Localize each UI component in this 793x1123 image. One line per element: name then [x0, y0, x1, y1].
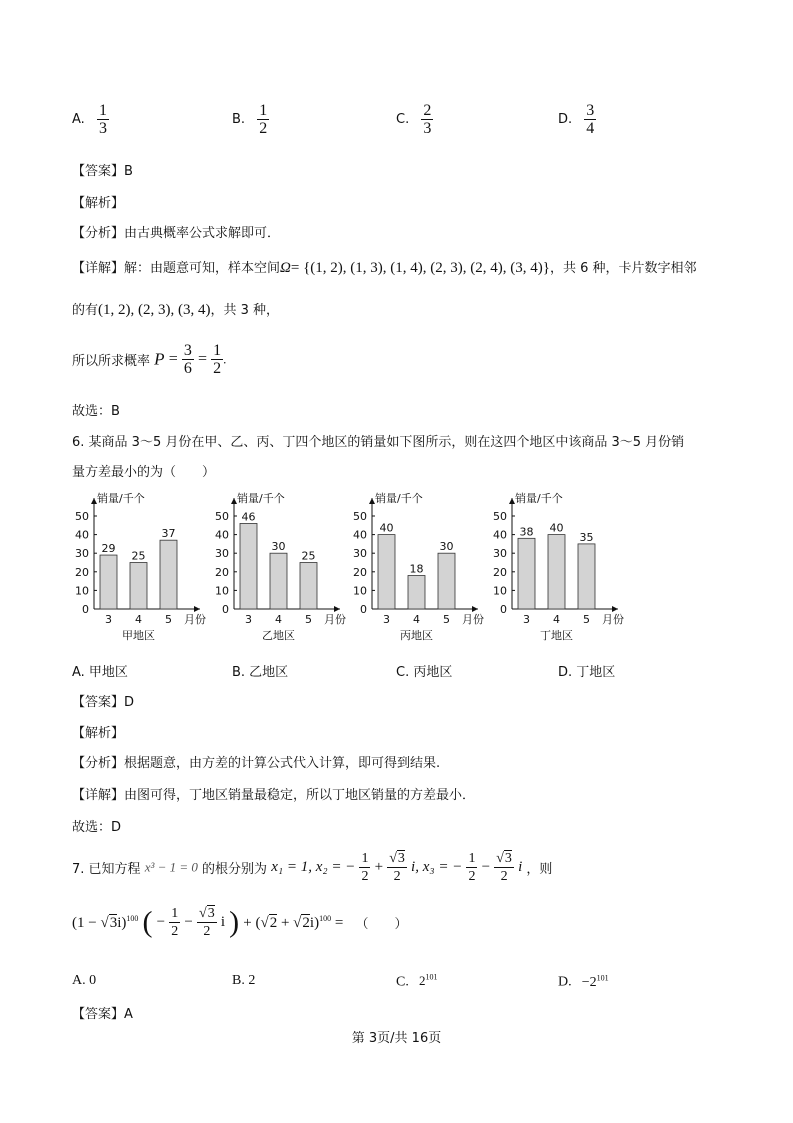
q5-option-d [558, 102, 596, 137]
numerator: √3 [389, 851, 405, 866]
x-tick-label: 4 [135, 613, 142, 626]
bar [270, 553, 287, 609]
fraction [421, 102, 433, 137]
bar [408, 576, 425, 609]
data-label: 40 [379, 521, 394, 535]
data-label: 46 [241, 510, 256, 524]
chart-ding [480, 488, 625, 648]
x-axis-label: 月份 [462, 613, 484, 626]
minus-sign: − [184, 914, 193, 930]
y-tick-label: 0 [82, 603, 89, 616]
y-tick-label: 0 [360, 603, 367, 616]
chart-title: 丁地区 [540, 629, 573, 642]
stem-suffix: ，则 [526, 862, 553, 877]
prob-text: 所以所求概率 [72, 354, 151, 369]
x-axis-arrow-icon [612, 606, 618, 612]
bar [548, 535, 565, 609]
q6-detail [72, 784, 475, 803]
bar-chart-svg [480, 488, 630, 648]
data-label: 30 [271, 540, 286, 554]
bar [130, 563, 147, 610]
y-tick-label: 0 [500, 603, 507, 616]
y-tick-label: 20 [353, 565, 367, 579]
q5-detail-line1 [72, 257, 697, 277]
option-value: $-2^{101}$ [581, 973, 609, 990]
y-tick-label: 40 [493, 528, 507, 542]
chart-title: 丙地区 [400, 629, 433, 642]
y-tick-label: 20 [493, 565, 507, 579]
y-tick-label: 10 [215, 584, 229, 598]
equation: x³ − 1 = 0 [144, 859, 198, 875]
fraction [97, 102, 109, 137]
bar-chart-svg [202, 488, 352, 648]
numerator: 1 [361, 851, 369, 866]
q5-option-a [72, 102, 109, 137]
fenxi-label: 【分析】 [72, 756, 125, 771]
roots-mid: i, x₃ = − [411, 859, 463, 875]
q7-stem-line1 [72, 850, 552, 885]
stem-mid: 的根分别为 [202, 862, 268, 877]
sample-space: = {(1, 2), (1, 3), (1, 4), (2, 3), (2, 4), (3, 4)} [290, 260, 550, 276]
data-label: 40 [549, 521, 564, 535]
numerator: √3 [199, 906, 215, 921]
period: . [223, 351, 227, 367]
numerator: 3 [586, 102, 595, 119]
fraction [359, 850, 370, 885]
q6-fenxi [72, 752, 440, 771]
chart-title: 甲地区 [122, 629, 155, 642]
denominator: 2 [213, 360, 222, 377]
detail-text: ，共 6 种，卡片数字相邻 [549, 261, 697, 276]
q6-option-a: A. 甲地区 [72, 665, 128, 680]
y-tick-label: 40 [353, 528, 367, 542]
bar-chart-svg [340, 488, 490, 648]
numerator: √3 [496, 851, 512, 866]
x-axis-arrow-icon [472, 606, 478, 612]
bar [240, 523, 257, 609]
denominator: 2 [468, 869, 476, 884]
denominator: 3 [423, 120, 432, 137]
detail-text: 解：由题意可知，样本空间 [124, 261, 281, 276]
x-axis-label: 月份 [324, 613, 346, 626]
q7-expression [72, 905, 407, 940]
adjacent-pairs: (1, 2), (2, 3), (3, 4) [98, 302, 211, 318]
y-tick-label: 50 [215, 510, 229, 523]
y-tick-label: 10 [493, 584, 507, 598]
x-tick-label: 3 [245, 613, 252, 626]
page-footer: 第 3页/共 16页 [351, 1031, 442, 1046]
fenxi-label: 【分析】 [72, 226, 125, 241]
denominator: 4 [586, 120, 595, 137]
q7-option-c [396, 973, 437, 990]
y-tick-label: 10 [75, 584, 89, 598]
numerator: 1 [98, 102, 107, 119]
plus-sign: + [374, 859, 384, 875]
left-paren: ( [142, 905, 153, 939]
y-tick-label: 0 [222, 603, 229, 616]
right-paren: ) [229, 905, 240, 939]
prob-variable: P [154, 349, 165, 369]
option-letter: C. [396, 974, 409, 990]
detail-label: 【详解】 [72, 261, 125, 276]
x-axis-arrow-icon [194, 606, 200, 612]
y-tick-label: 10 [353, 584, 367, 598]
detail-text: ，共 3 种， [210, 303, 280, 318]
denominator: 2 [361, 869, 369, 884]
bar [438, 553, 455, 609]
y-tick-label: 30 [493, 547, 507, 561]
y-tick-label: 50 [353, 510, 367, 523]
numerator: 2 [423, 102, 432, 119]
y-tick-label: 30 [215, 547, 229, 561]
chart-title: 乙地区 [262, 629, 295, 642]
q5-option-b [232, 102, 269, 137]
fenxi-text: 由古典概率公式求解即可． [124, 226, 281, 241]
numerator: 1 [259, 102, 268, 119]
fraction [211, 342, 223, 377]
expr-part1: $(1 - √3i)^{100}$ [72, 913, 139, 931]
y-tick-label: 40 [75, 528, 89, 542]
data-label: 25 [301, 549, 316, 563]
detail-text: 的有 [72, 303, 99, 318]
chart-jia [62, 488, 207, 648]
q7-option-b: B. 2 [232, 973, 256, 988]
x-tick-label: 3 [383, 613, 390, 626]
fraction [387, 850, 407, 885]
x-tick-label: 3 [523, 613, 530, 626]
bar [518, 538, 535, 609]
bar [378, 535, 395, 609]
x-tick-label: 4 [275, 613, 282, 626]
denominator: 2 [393, 869, 401, 884]
q6-analysis-label: 【解析】 [72, 726, 125, 741]
imag-unit: i [220, 914, 225, 930]
denominator: 3 [98, 120, 107, 137]
q5-probability [72, 342, 226, 377]
denominator: 2 [171, 924, 179, 939]
x-tick-label: 5 [583, 613, 590, 626]
y-tick-label: 20 [75, 565, 89, 579]
fraction [584, 102, 596, 137]
x-tick-label: 5 [165, 613, 172, 626]
answer-blank: （ ） [355, 917, 408, 932]
chart-yi [202, 488, 347, 648]
bar [100, 555, 117, 609]
option-letter: D. [558, 112, 573, 127]
bar [578, 544, 595, 609]
q5-fenxi [72, 222, 280, 241]
data-label: 35 [579, 530, 594, 544]
y-tick-label: 30 [75, 547, 89, 561]
fraction [257, 102, 269, 137]
denominator: 6 [183, 360, 192, 377]
q7-option-d [558, 973, 609, 991]
data-label: 25 [131, 549, 146, 563]
q6-stem-line2: 量方差最小的为（ ） [72, 465, 216, 480]
stem-prefix: 7. 已知方程 [72, 862, 141, 877]
q5-detail-line2 [72, 299, 279, 319]
detail-label: 【详解】 [72, 788, 125, 803]
option-letter: D. [558, 974, 572, 990]
roots-end: i [518, 859, 523, 875]
fraction [182, 342, 194, 377]
y-tick-label: 30 [353, 547, 367, 561]
data-label: 18 [409, 562, 424, 576]
q6-option-c: C. 丙地区 [396, 665, 453, 680]
x-axis-label: 月份 [602, 613, 624, 626]
q7-answer: 【答案】A [72, 1007, 133, 1022]
x-tick-label: 4 [413, 613, 420, 626]
y-tick-label: 50 [493, 510, 507, 523]
q5-analysis-label: 【解析】 [72, 196, 125, 211]
x-axis-label: 月份 [184, 613, 206, 626]
y-axis-label: 销量/千个 [237, 492, 285, 505]
denominator: 2 [259, 120, 268, 137]
omega-symbol: Ω [280, 260, 291, 276]
q7-option-a: A. 0 [72, 973, 97, 988]
numerator: 1 [468, 851, 476, 866]
y-axis-label: 销量/千个 [97, 492, 145, 505]
q5-answer: 【答案】B [72, 164, 133, 179]
q6-stem-line1: 6. 某商品 3～5 月份在甲、乙、丙、丁四个地区的销量如下图所示，则在这四个地区中该商品 3～5 月份销 [72, 435, 685, 450]
option-letter: C. [396, 112, 410, 127]
q6-option-d: D. 丁地区 [558, 665, 616, 680]
fraction [494, 850, 514, 885]
denominator: 2 [203, 924, 211, 939]
minus-sign: − [481, 859, 491, 875]
x-tick-label: 3 [105, 613, 112, 626]
fraction [197, 905, 217, 940]
denominator: 2 [500, 869, 508, 884]
y-tick-label: 40 [215, 528, 229, 542]
bar [160, 540, 177, 609]
q6-conclusion: 故选：D [72, 820, 122, 835]
data-label: 29 [101, 542, 116, 556]
q5-conclusion: 故选：B [72, 404, 120, 419]
option-letter: A. [72, 112, 85, 127]
q6-option-b: B. 乙地区 [232, 665, 289, 680]
bar [300, 563, 317, 610]
fenxi-text: 根据题意，由方差的计算公式代入计算，即可得到结果. [124, 756, 441, 771]
minus-sign: − [156, 914, 166, 930]
q6-answer: 【答案】D [72, 695, 135, 710]
x-tick-label: 5 [443, 613, 450, 626]
chart-bing [340, 488, 485, 648]
data-label: 30 [439, 540, 454, 554]
data-label: 38 [519, 525, 534, 539]
y-tick-label: 20 [215, 565, 229, 579]
detail-text: 由图可得，丁地区销量最稳定，所以丁地区销量的方差最小． [124, 788, 476, 803]
numerator: 1 [171, 906, 179, 921]
q5-option-c [396, 102, 433, 137]
x-tick-label: 5 [305, 613, 312, 626]
fraction [169, 905, 180, 940]
expr-part2: + $(√2 + √2i)^{100}$ = [243, 913, 344, 931]
numerator: 1 [213, 342, 222, 359]
y-tick-label: 50 [75, 510, 89, 523]
equals-sign: = [198, 350, 208, 368]
data-label: 37 [161, 527, 176, 541]
option-value: $2^{101}$ [418, 973, 438, 989]
equals-sign: = [168, 350, 178, 368]
bar-chart-svg [62, 488, 212, 648]
roots-start: x₁ = 1, x₂ = − [271, 859, 356, 875]
fraction [466, 850, 477, 885]
y-axis-label: 销量/千个 [375, 492, 423, 505]
option-letter: B. [232, 112, 246, 127]
x-tick-label: 4 [553, 613, 560, 626]
y-axis-label: 销量/千个 [515, 492, 563, 505]
numerator: 3 [183, 342, 192, 359]
